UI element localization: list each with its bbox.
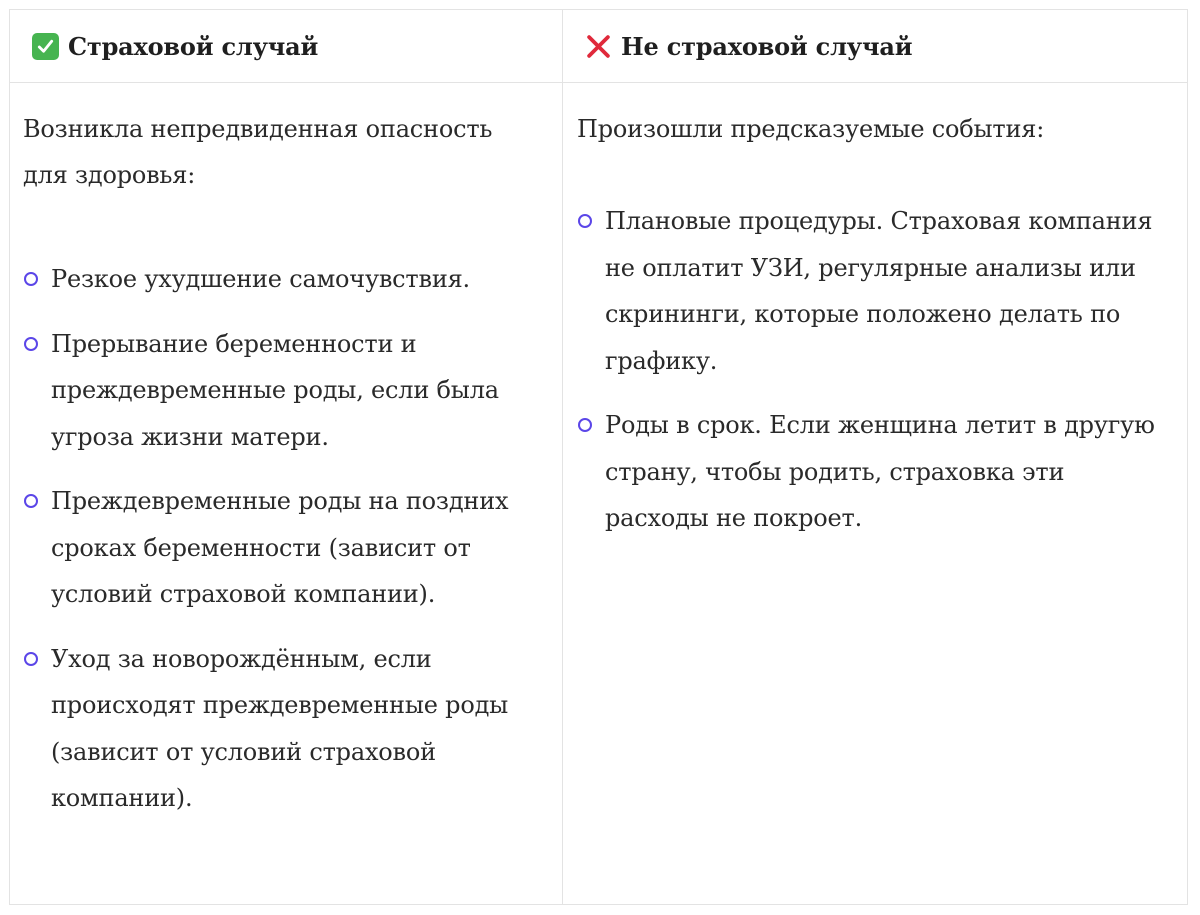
insured-case-list [23,256,540,822]
intro-text: Возникла непредвиденная опасность для здоровья: [23,115,493,189]
cross-mark-icon [585,33,612,60]
list-item [23,256,540,303]
check-mark-icon [32,33,59,60]
list-item [577,198,1165,384]
circle-bullet-icon [24,337,38,351]
list-item-text: Резкое ухудшение самочувствия. [51,265,470,293]
list-item-text: Плановые процедуры. Страховая компания не оплатит УЗИ, регулярные анализы или скрининги, которые положено делать по графику. [605,207,1153,375]
list-item [23,321,540,461]
circle-bullet-icon [578,214,592,228]
header-insured-case [10,10,563,83]
header-not-insured-case [563,10,1187,83]
comparison-table [9,9,1188,905]
list-item-text: Роды в срок. Если женщина летит в другую страну, чтобы родить, страховка эти расходы не покроет. [605,411,1155,532]
header-title: Страховой случай [68,31,319,61]
intro-text: Произошли предсказуемые события: [577,115,1045,143]
list-item-text: Уход за новорождённым, если происходят преждевременные роды (зависит от условий страховой компании). [51,644,509,812]
circle-bullet-icon [24,494,38,508]
not-insured-case-list [577,198,1165,542]
list-item-text: Прерывание беременности и преждевременные роды, если была угроза жизни матери. [51,329,499,451]
list-item [23,636,540,822]
not-insured-case-content [563,83,1187,904]
circle-bullet-icon [24,272,38,286]
circle-bullet-icon [24,652,38,666]
list-item [577,402,1165,542]
insured-case-content [10,83,563,904]
list-item-text: Преждевременные роды на поздних сроках беременности (зависит от условий страховой компании). [51,487,509,608]
list-item [23,478,540,618]
header-title: Не страховой случай [621,31,913,61]
circle-bullet-icon [578,418,592,432]
